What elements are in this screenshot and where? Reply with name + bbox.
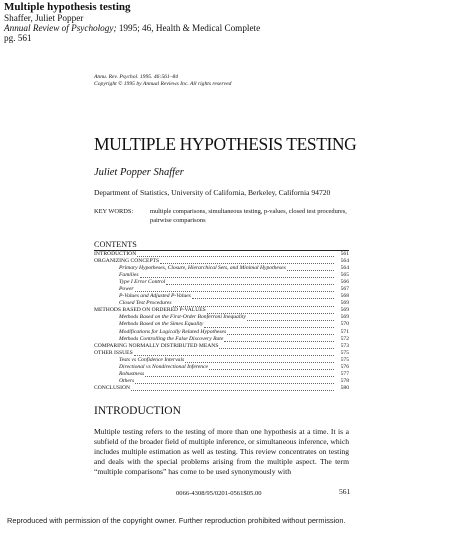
toc-leader-dots (287, 265, 334, 271)
toc-leader-dots (137, 251, 334, 257)
toc-entry-page: 569 (340, 307, 349, 314)
toc-entry (94, 321, 349, 328)
toc-entry (94, 329, 349, 336)
toc-entry (94, 272, 349, 279)
toc-entry (94, 286, 349, 293)
toc-entry-page: 578 (340, 377, 349, 384)
toc-entry-title: Power (119, 286, 134, 293)
toc-leader-dots (131, 385, 334, 391)
toc-leader-dots (209, 364, 334, 370)
toc-entry-title: Robustness (119, 370, 145, 377)
toc-entry (94, 371, 349, 378)
toc-entry-page: 566 (340, 279, 349, 286)
toc-entry (94, 364, 349, 371)
contents-heading: CONTENTS (94, 240, 137, 249)
toc-entry-title: Methods Controlling the False Discovery Rate (119, 335, 224, 342)
toc-entry (94, 251, 349, 258)
toc-entry-title: OTHER ISSUES (94, 349, 133, 356)
toc-entry (94, 279, 349, 286)
toc-entry-page: 568 (340, 293, 349, 300)
toc-entry-title: Methods Based on the Simes Equality (119, 321, 204, 328)
toc-entry-page: 569 (340, 314, 349, 321)
document-authors: Shaffer, Juliet Popper (4, 13, 84, 23)
toc-entry-title: Methods Based on the First-Order Bonferroni Inequality (119, 314, 246, 321)
toc-leader-dots (135, 286, 334, 292)
toc-entry-page: 565 (340, 272, 349, 279)
toc-leader-dots (219, 343, 334, 349)
toc-entry (94, 385, 349, 392)
journal-details: 1995; 46, Health & Medical Complete (116, 23, 261, 33)
article-copyright: Copyright © 1995 by Annual Reviews Inc. All rights reserved (94, 81, 232, 87)
toc-entry-page: 572 (340, 335, 349, 342)
table-of-contents (94, 251, 349, 392)
toc-leader-dots (204, 321, 334, 327)
article-author: Juliet Popper Shaffer (94, 167, 184, 178)
toc-leader-dots (247, 314, 334, 320)
toc-leader-dots (227, 329, 334, 335)
toc-entry-title: Primary Hypotheses, Closure, Hierarchical Sets, and Minimal Hypotheses (119, 265, 286, 272)
toc-entry-page: 576 (340, 363, 349, 370)
toc-entry-page: 564 (340, 265, 349, 272)
toc-leader-dots (192, 293, 334, 299)
toc-entry-page: 570 (340, 321, 349, 328)
journal-name: Annual Review of Psychology; (4, 23, 117, 33)
toc-leader-dots (207, 307, 334, 313)
toc-leader-dots (160, 258, 334, 264)
toc-entry-page: 575 (340, 356, 349, 363)
toc-entry (94, 258, 349, 265)
toc-entry-title: Modifications for Logically Related Hypotheses (119, 328, 227, 335)
toc-entry (94, 300, 349, 307)
toc-entry (94, 265, 349, 272)
toc-entry-title: METHODS BASED ON ORDERED P-VALUES (94, 307, 206, 314)
article-code: 0066-4308/95/0201-0561$05.00 (176, 490, 262, 497)
toc-entry-title: INTRODUCTION (94, 251, 137, 257)
toc-entry-title: Others (119, 377, 135, 384)
toc-entry (94, 357, 349, 364)
toc-entry-title: Directional vs Nondirectional Inference (119, 363, 209, 370)
introduction-body: Multiple testing refers to the testing of more than one hypothesis at a time. It is a subfield of the broader field of multiple inference, or simultaneous inference, which includes multiple estimation as well as testing. This review concentrates on testing and deals with the special problems arising from the multiple aspect. The term “multiple comparisons” has come to be used synonymously with (94, 427, 349, 477)
toc-entry-page: 577 (340, 370, 349, 377)
article-affiliation: Department of Statistics, University of California, Berkeley, California 94720 (94, 188, 331, 197)
document-page-ref: pg. 561 (4, 33, 32, 43)
toc-entry (94, 343, 349, 350)
page-number: 561 (339, 487, 351, 496)
toc-entry-page: 567 (340, 286, 349, 293)
toc-entry-page: 561 (340, 251, 349, 257)
toc-entry-page: 564 (340, 258, 349, 265)
toc-entry (94, 314, 349, 321)
toc-entry-page: 571 (340, 328, 349, 335)
toc-entry-title: Families (119, 272, 139, 279)
toc-entry-title: P-Values and Adjusted P-Values (119, 293, 191, 300)
document-title: Multiple hypothesis testing (4, 1, 131, 13)
toc-entry-page: 573 (340, 342, 349, 349)
toc-leader-dots (166, 279, 334, 285)
toc-entry-title: CONCLUSION (94, 384, 131, 391)
toc-leader-dots (134, 350, 334, 356)
copyright-notice: Reproduced with permission of the copyright owner. Further reproduction prohibited without permission. (7, 516, 346, 525)
toc-entry-title: ORGANIZING CONCEPTS (94, 258, 160, 265)
keywords-text: multiple comparisons, simultaneous testing, p-values, closed test procedures, pairwise comparisons (150, 208, 347, 224)
toc-leader-dots (140, 272, 334, 278)
document-source (4, 23, 260, 33)
toc-leader-dots (173, 300, 334, 306)
toc-entry (94, 378, 349, 385)
toc-leader-dots (145, 371, 334, 377)
toc-leader-dots (185, 357, 334, 363)
toc-entry-page: 569 (340, 300, 349, 307)
toc-entry-title: Closed Test Procedures (119, 300, 172, 307)
introduction-heading: INTRODUCTION (94, 405, 181, 417)
toc-entry (94, 293, 349, 300)
toc-entry-page: 575 (340, 349, 349, 356)
article-title: MULTIPLE HYPOTHESIS TESTING (94, 134, 357, 154)
keywords-label: KEY WORDS: (94, 208, 134, 215)
toc-entry (94, 350, 349, 357)
toc-leader-dots (224, 336, 334, 342)
toc-entry-title: Type I Error Control (119, 279, 166, 286)
toc-entry-title: Tests vs Confidence Intervals (119, 356, 185, 363)
article-citation: Annu. Rev. Psychol. 1995. 46:561–84 (94, 74, 179, 80)
toc-entry-page: 580 (340, 384, 349, 391)
toc-leader-dots (135, 378, 334, 384)
toc-entry-title: COMPARING NORMALLY DISTRIBUTED MEANS (94, 342, 219, 349)
toc-entry (94, 336, 349, 343)
